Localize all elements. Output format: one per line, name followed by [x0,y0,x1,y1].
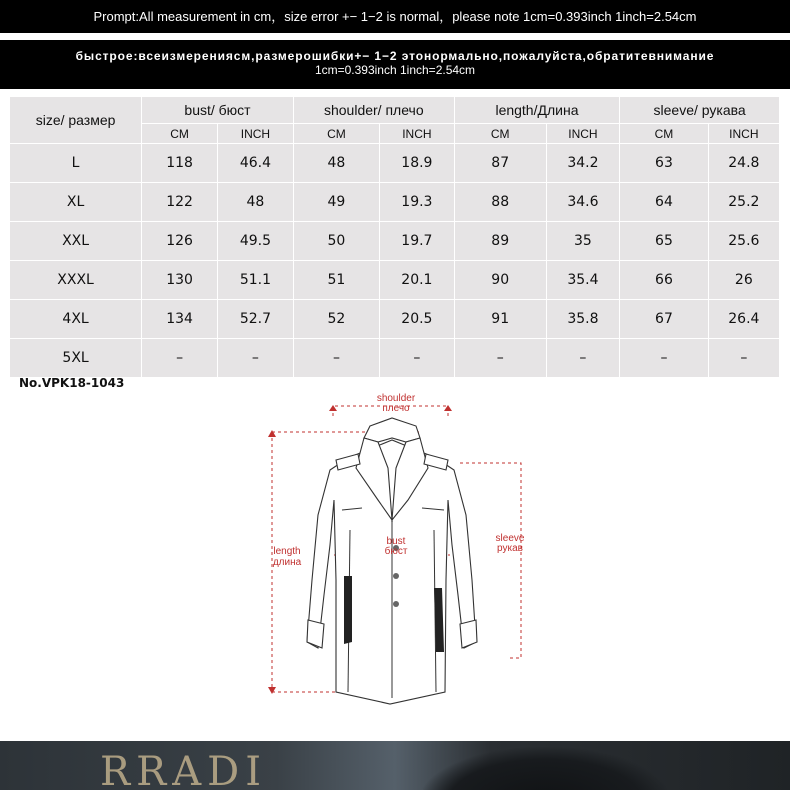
cell-length-inch: 35.4 [547,261,621,300]
cell-length-inch: 35 [547,222,621,261]
unit-inch: INCH [709,124,780,144]
notice-text-english: Prompt:All measurement in cm，size error +− 1−2 is normal，please note 1cm=0.393inch 1inch=2.54cm [93,9,697,24]
model-number: No.VPK18-1043 [19,376,125,390]
cell-length-cm: – [455,339,547,378]
cell-shoulder-inch: 19.3 [380,183,455,222]
table-header-row [10,97,780,124]
cell-sleeve-inch: – [709,339,780,378]
table-row [10,300,780,339]
cell-bust-cm: 122 [142,183,218,222]
cell-shoulder-cm: 49 [294,183,380,222]
cell-bust-cm: – [142,339,218,378]
cell-bust-inch: 46.4 [218,144,294,183]
cell-length-cm: 88 [455,183,547,222]
model-photo-strip [0,741,790,790]
cell-length-cm: 91 [455,300,547,339]
cell-bust-inch: 51.1 [218,261,294,300]
cell-sleeve-cm: 63 [620,144,708,183]
cell-sleeve-inch: 26 [709,261,780,300]
cell-length-cm: 87 [455,144,547,183]
cell-sleeve-cm: 64 [620,183,708,222]
model-head-silhouette [420,747,670,790]
cell-sleeve-inch: 26.4 [709,300,780,339]
cell-bust-cm: 118 [142,144,218,183]
table-row [10,261,780,300]
length-label-ru: длина [272,557,302,568]
unit-inch: INCH [380,124,455,144]
pocket-left [344,576,352,644]
cell-length-inch: – [547,339,621,378]
cell-length-inch: 34.6 [547,183,621,222]
size-cell: L [10,144,142,183]
cell-length-cm: 89 [455,222,547,261]
column-group-shoulder: shoulder/ плечо [294,97,455,124]
photo-brand-lettering: RRADI [100,749,267,790]
cell-bust-cm: 134 [142,300,218,339]
bust-label-en: bust [386,536,406,547]
cell-bust-inch: 52.7 [218,300,294,339]
table-row [10,144,780,183]
shoulder-label-ru: плечо [382,403,410,414]
cell-length-cm: 90 [455,261,547,300]
size-cell: XXXL [10,261,142,300]
cell-shoulder-inch: – [380,339,455,378]
cell-shoulder-cm: – [294,339,380,378]
size-chart-table [10,97,780,378]
cell-length-inch: 34.2 [547,144,621,183]
unit-inch: INCH [218,124,294,144]
notice-banner-english [0,0,790,33]
notice-banner-russian [0,40,790,89]
unit-inch: INCH [547,124,621,144]
cell-shoulder-inch: 19.7 [380,222,455,261]
cell-bust-cm: 130 [142,261,218,300]
table-row [10,222,780,261]
notice-text-russian-line1: быстрое:всеизмерениясм,размерошибки+− 1−2 этонормально,пожалуйста,обратитевнимание [75,49,715,63]
button-3 [393,601,399,607]
cell-shoulder-inch: 18.9 [380,144,455,183]
cell-shoulder-cm: 48 [294,144,380,183]
table-row [10,339,780,378]
size-cell: 5XL [10,339,142,378]
size-cell: XXL [10,222,142,261]
unit-cm: CM [294,124,380,144]
cell-bust-inch: 49.5 [218,222,294,261]
cell-shoulder-cm: 52 [294,300,380,339]
cell-sleeve-cm: 66 [620,261,708,300]
table-row [10,183,780,222]
cell-sleeve-inch: 25.6 [709,222,780,261]
column-group-bust: bust/ бюст [142,97,294,124]
cell-bust-inch: 48 [218,183,294,222]
cell-shoulder-cm: 50 [294,222,380,261]
button-2 [393,573,399,579]
shoulder-label-en: shoulder [376,393,416,404]
column-group-sleeve: sleeve/ рукава [620,97,780,124]
size-cell: XL [10,183,142,222]
cell-shoulder-inch: 20.1 [380,261,455,300]
length-label-en: length [273,546,301,557]
unit-cm: CM [142,124,218,144]
cell-sleeve-cm: 67 [620,300,708,339]
cell-sleeve-cm: – [620,339,708,378]
cuff-right [460,620,477,648]
cell-bust-cm: 126 [142,222,218,261]
unit-cm: CM [620,124,708,144]
size-column-header: size/ размер [10,97,142,144]
sleeve-label-en: sleeve [495,533,525,544]
column-group-length: length/Длина [455,97,620,124]
notice-text-russian-line2: 1cm=0.393inch 1inch=2.54cm [314,63,476,77]
size-cell: 4XL [10,300,142,339]
sleeve-label-ru: рукав [497,543,523,554]
cell-bust-inch: – [218,339,294,378]
cell-sleeve-inch: 25.2 [709,183,780,222]
cell-length-inch: 35.8 [547,300,621,339]
unit-cm: CM [455,124,547,144]
bust-label-ru: бюст [384,546,408,557]
jacket-collar [364,418,420,442]
jacket-measurement-diagram [0,380,790,720]
cell-sleeve-cm: 65 [620,222,708,261]
cell-sleeve-inch: 24.8 [709,144,780,183]
cell-shoulder-cm: 51 [294,261,380,300]
cell-shoulder-inch: 20.5 [380,300,455,339]
